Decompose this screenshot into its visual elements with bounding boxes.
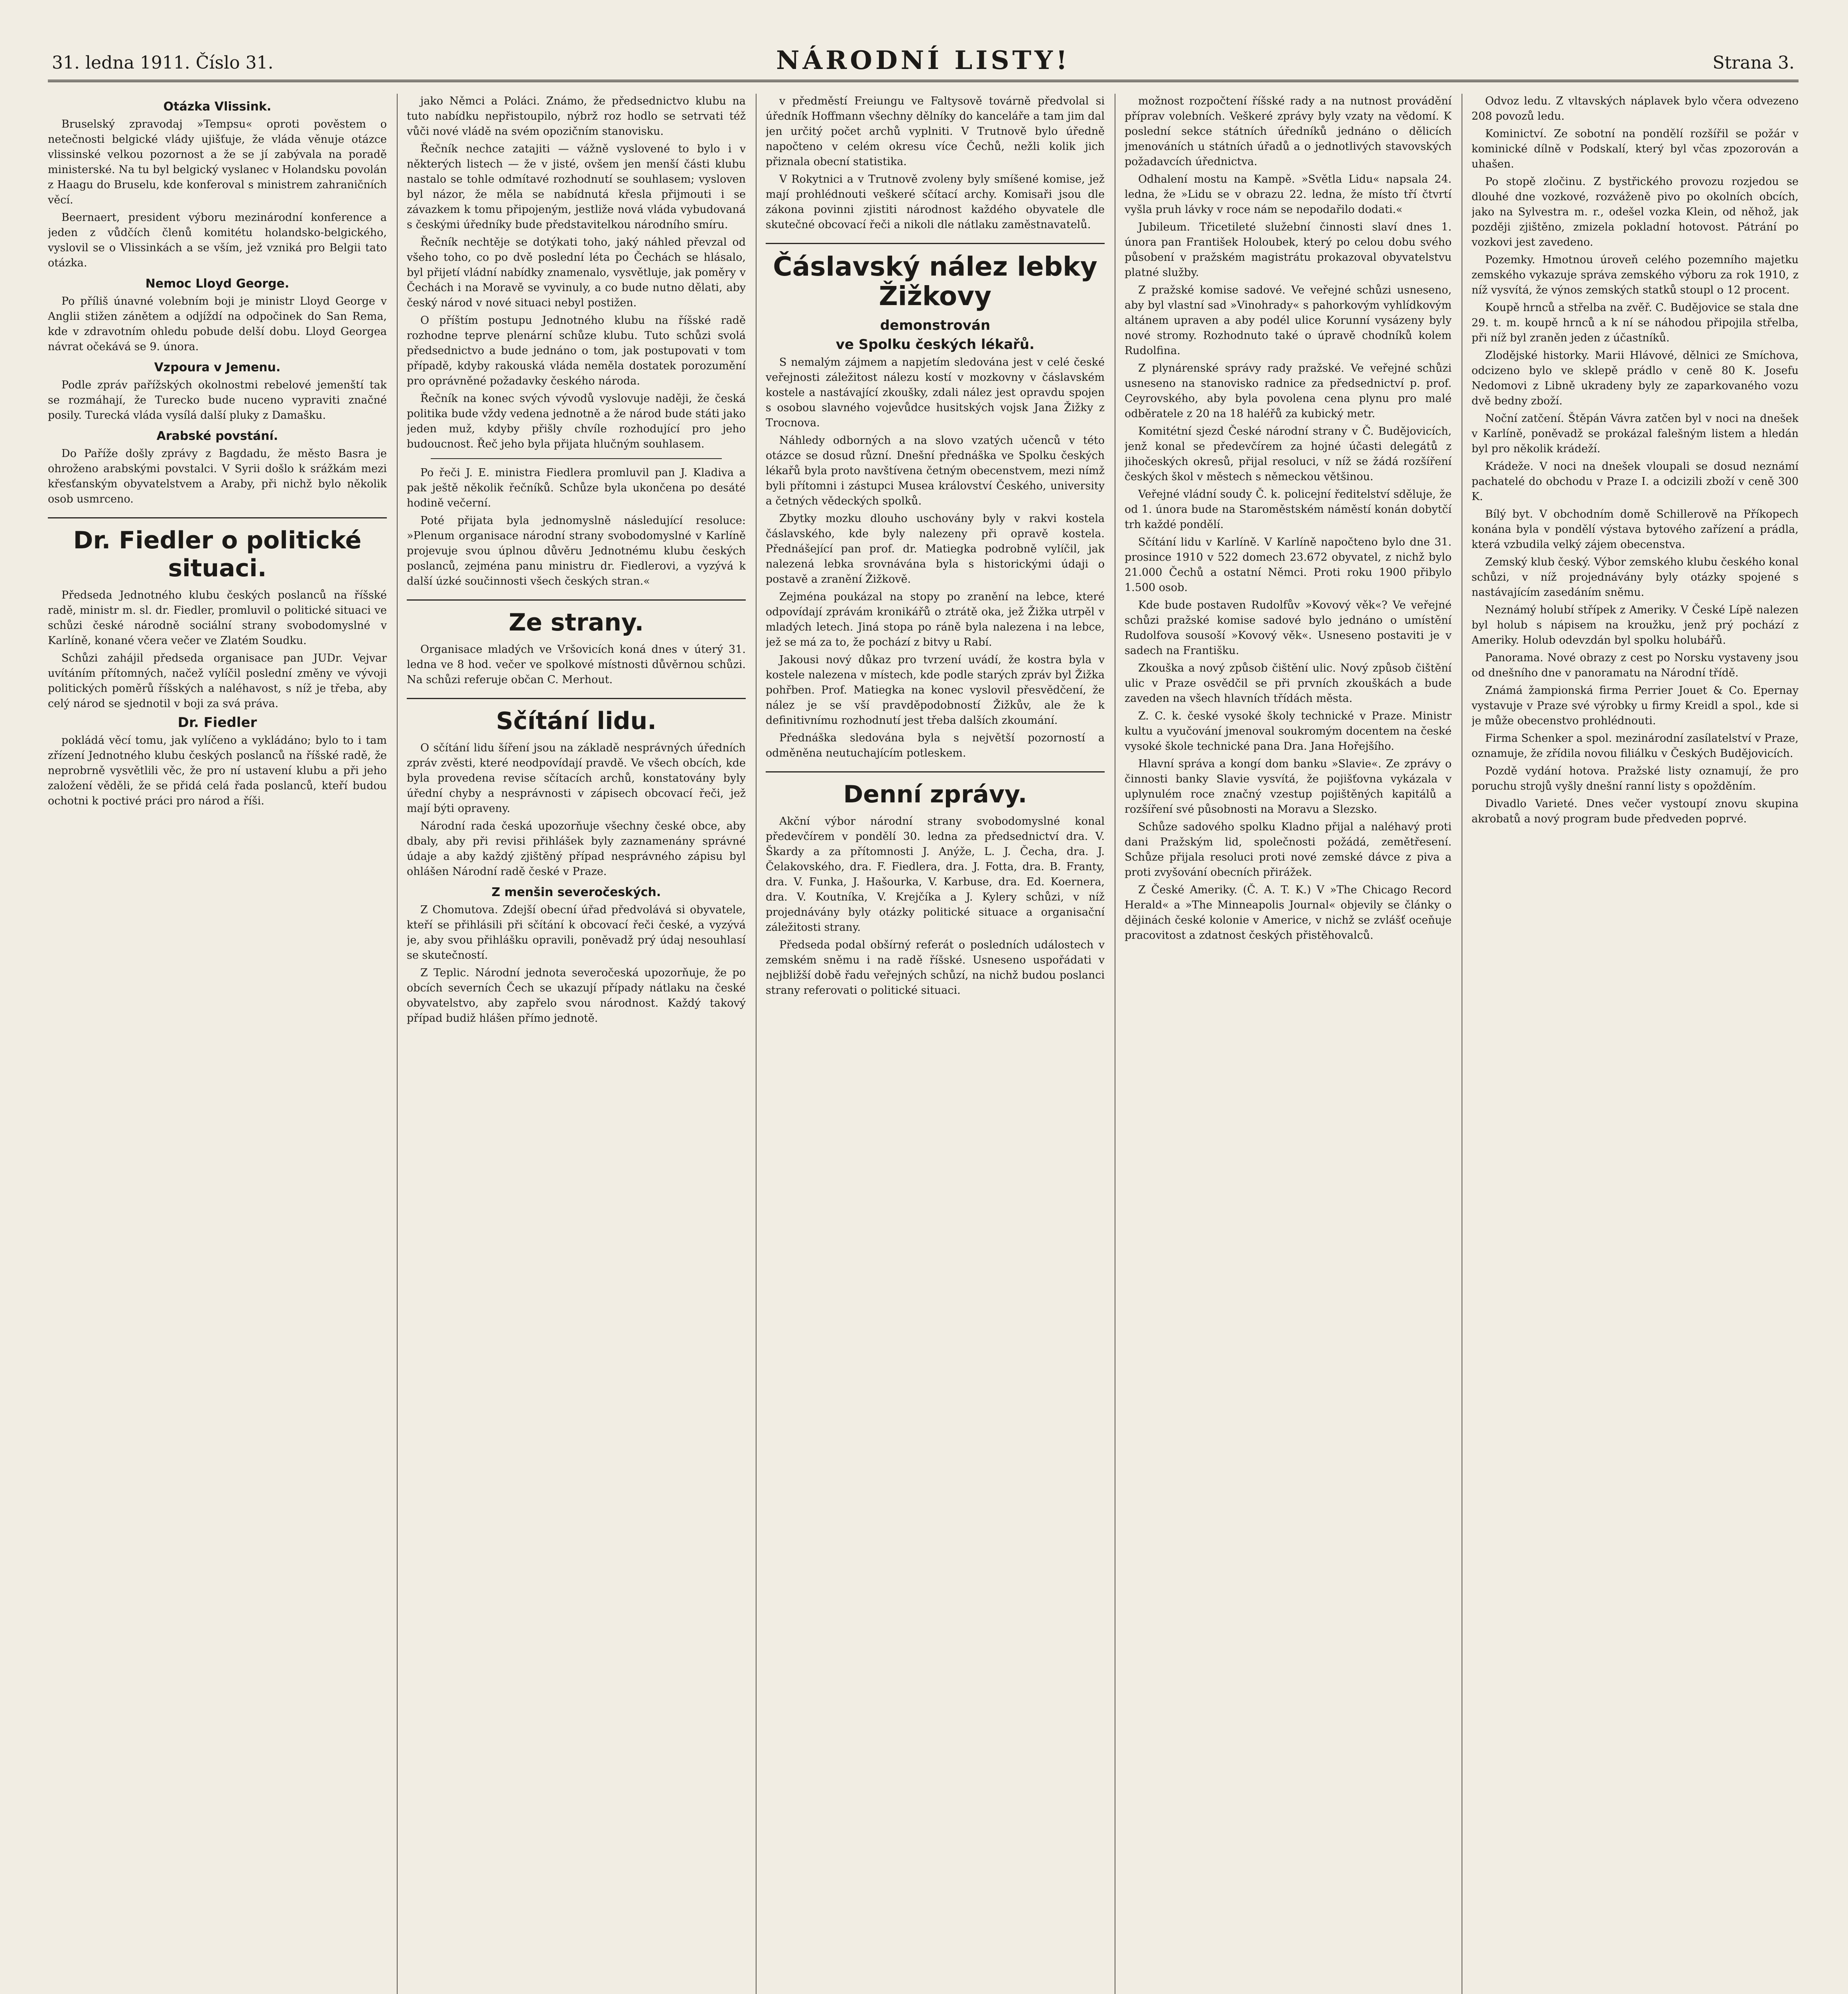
- paragraph: Zbytky mozku dlouho uschovány byly v rakvi kostela čáslavského, kde byly nalezeny při opravě kostela. Přednášející pan prof. dr. Matiegka podrobně vylíčil, jak nalezená lebka srovnávána byla s historickými údaji o postavě a zranění Žižkově.: [766, 512, 1105, 585]
- paragraph: Řečník nechce zatajiti — vážně vyslovené to bylo i v některých listech — že v jisté, ovšem jen menší části klubu nastalo se tohle odmítavé rozhodnutí se souhlasem; vysloven byl názor, že měla se nabídnutá křesla přijmouti i se závazkem k tomu připojeným, jestliže nová vláda vybudovaná s českými úředníky bude představitelkou národního smíru.: [407, 143, 746, 231]
- paragraph: možnost rozpočtení říšské rady a na nutnost provádění příprav volebních. Veškeré zprávy byly vzaty na vědomí. K poslední sekce státních úředníků jednáno o dělicích jmenováních u státních úřadů a o jednotlivých stavovských požadavcích úřednictva.: [1125, 95, 1452, 168]
- paragraph: Z České Ameriky. (Č. A. T. K.) V »The Chicago Record Herald« a »The Minneapolis Journal« objevily se články o dějinách české kolonie v Americe, v nichž se zvlášť oceňuje pracovitost a zdatnost českých přistěhovalců.: [1125, 884, 1452, 942]
- paragraph: Beernaert, president výboru mezinárodní konference a jeden z vůdčích členů komitétu holandsko-belgického, vyslovil se o Vlissinkách a se vším, jež vzniká pro Belgii tato otázka.: [48, 211, 387, 269]
- paragraph: Jakousi nový důkaz pro tvrzení uvádí, že kostra byla v kostele nalezena v místech, kde podle starých zpráv byl Žižka pohřben. Prof. Matiegka na konec vyslovil přesvědčení, že nález je se vší pravděpodobností Žižkův, ale že k definitivnímu rozhodnutí jest třeba dalších zkoumání.: [766, 654, 1105, 727]
- paragraph: O příštím postupu Jednotného klubu na říšské radě rozhodne teprve plenární schůze klubu. Tuto schůzi svolá předsednictvo a bude jednáno o tom, jak postupovati v tom případě, kdyby rakouská vláda neměla dostatek porozumění pro oprávněné požadavky českého národa.: [407, 314, 746, 387]
- paragraph: Pozemky. Hmotnou úroveň celého pozemního majetku zemského vykazuje správa zemského výboru za rok 1910, z níž vysvítá, že výnos zemských statků stoupl o 12 procent.: [1472, 254, 1799, 296]
- paragraph: Předseda Jednotného klubu českých poslanců na říšské radě, ministr m. sl. dr. Fiedler, promluvil o politické situaci ve schůzi české národně sociální strany svobodomyslné v Karlíně, konané včera večer ve Zlatém Soudku.: [48, 589, 387, 647]
- paragraph: Do Paříže došly zprávy z Bagdadu, že město Basra je ohroženo arabskými povstalci. V Syrii došlo k srážkám mezi křesťanským obyvatelstvem a Araby, při nichž bylo několik osob usmrceno.: [48, 447, 387, 505]
- masthead: NÁRODNÍ LISTY!: [776, 45, 1070, 75]
- column-1: [48, 94, 387, 1994]
- article-headline: Ze strany.: [407, 599, 746, 636]
- paragraph: Řečník na konec svých vývodů vyslovuje naději, že česká politika bude vždy vedena jednotně a že národ bude státi jako jeden muž, kdyby přišly chvíle rozhodující pro jeho budoucnost. Řeč jeho byla přijata hlučným souhlasem.: [407, 392, 746, 450]
- paragraph: Bílý byt. V obchodním domě Schillerově na Příkopech konána byla v pondělí výstava bytového zařízení a prádla, která vzbudila velký zájem obecenstva.: [1472, 508, 1799, 551]
- column-rule: [397, 94, 398, 1994]
- paragraph: Náhledy odborných a na slovo vzatých učenců v této otázce se dosud různí. Dnešní přednáška ve Spolku českých lékařů byla proto navštívena četným obecenstvem, mezi nímž byli přítomni i zástupci Musea království Českého, university a četných vědeckých spolků.: [766, 434, 1105, 507]
- paragraph: Národní rada česká upozorňuje všechny české obce, aby dbaly, aby při revisi přihlášek byly zaznamenány správné údaje a aby každý zjištěný případ nesprávného zápisu byl ohlášen Národní radě české v Praze.: [407, 820, 746, 878]
- paragraph: Bruselský zpravodaj »Tempsu« oproti pověstem o netečnosti belgické vlády ujišťuje, že vláda věnuje otázce vlissinské velkou pozornost a že se jí zabývala na poradě ministerské. Na tu byl belgický vyslanec v Holandsku povolán z Haagu do Bruselu, kde konferoval s ministrem zahraničních věcí.: [48, 118, 387, 206]
- article-subheadline: demonstrován: [880, 317, 991, 333]
- paragraph: v předměstí Freiungu ve Faltysově továrně předvolal si úředník Hoffmann všechny dělníky do kanceláře a tam jim dal jen určitý počet archů vyplniti. V Trutnově bylo úředně napočteno v celém okresu více Čechů, nežli kolik jich přiznala obecní statistika.: [766, 95, 1105, 168]
- paragraph: S nemalým zájmem a napjetím sledována jest v celé české veřejnosti záležitost nálezu kostí v mozkovny v čáslavském kostele a nastávající zkoušky, zdali nález jest opravdu spojen s osobou slavného vojevůdce husitských vojsk Jana Žižky z Trocnova.: [766, 356, 1105, 429]
- paragraph: Divadlo Varieté. Dnes večer vystoupí znovu skupina akrobatů a nový program bude předveden poprvé.: [1472, 798, 1799, 825]
- paragraph: Zejména poukázal na stopy po zranění na lebce, které odpovídají zprávám kronikářů o ztrátě oka, jež Žižka utrpěl v mladých letech. Jiná stopa po ráně byla nalezena i na lebce, jež se má za to, že pochází z bitvy u Rabí.: [766, 591, 1105, 648]
- divider: [431, 458, 722, 459]
- article-heading: Otázka Vlissink.: [163, 100, 272, 114]
- paragraph: Předseda podal obšírný referát o posledních událostech v zemském sněmu i na radě říšské. Usneseno uspořádati v nejbližší době řadu veřejných schůzí, na nichž budou poslanci strany referovati o politické situaci.: [766, 939, 1105, 997]
- paragraph: Hlavní správa a kongí dom banku »Slavie«. Ze zprávy o činnosti banky Slavie vysvítá, že pojišťovna vykázala v uplynulém roce značný vzestup pojištěných kapitálů a rozšíření své působnosti na Moravu a Slezsko.: [1125, 758, 1452, 816]
- paragraph: V Rokytnici a v Trutnově zvoleny byly smíšené komise, jež mají prohlédnouti veškeré sčítací archy. Komisaři jsou dle zákona povinni zjistiti národnost každého obyvatele dle skutečné obcovací řeči a nikoli dle nátlaku zaměstnavatelů.: [766, 173, 1105, 231]
- article-headline: Denní zprávy.: [766, 771, 1105, 808]
- paragraph: Řečník nechtěje se dotýkati toho, jaký náhled převzal od všeho toho, co po dvě poslední léta po Čechách se hlásalo, byl přijetí vládní nabídky znamenalo, vysvětluje, jak poměry v Čechách i na Moravě se vyvinuly, a co bude nutno dělati, aby český národ v nové situaci nebyl postižen.: [407, 236, 746, 309]
- paragraph: Přednáška sledována byla s největší pozorností a odměněna neutuchajícím potleskem.: [766, 732, 1105, 759]
- article-heading: Nemoc Lloyd George.: [145, 277, 290, 291]
- page-number: Strana 3.: [1712, 53, 1795, 73]
- speaker-label: Dr. Fiedler: [177, 715, 257, 731]
- paragraph: Krádeže. V noci na dnešek vloupali se dosud neznámí pachatelé do obchodu v Praze I. a odcizili zboží v ceně 300 K.: [1472, 460, 1799, 503]
- paragraph: Odhalení mostu na Kampě. »Světla Lidu« napsala 24. ledna, že »Lidu se v obrazu 22. ledna, že místo tří čtvrtí vyšla pruh lávky v roce nám se nepodařilo dodati.«: [1125, 173, 1452, 216]
- paragraph: Jubileum. Třicetileté služební činnosti slaví dnes 1. února pan František Holoubek, který po celou dobu svého působení v pražském magistrátu prokazoval obyvatelstvu platné služby.: [1125, 221, 1452, 279]
- paragraph: Akční výbor národní strany svobodomyslné konal předevčírem v pondělí 30. ledna za předsednictví dra. V. Škardy a za přítomnosti J. Anýže, L. J. Čecha, dra. J. Čelakovského, dra. F. Fiedlera, dra. J. Fotta, dra. B. Franty, dra. V. Funka, J. Hašourka, V. Karbuse, dra. Ed. Koernera, dra. V. Koutníka, V. Krejčíka a J. Kylery schůzi, v níž projednávány byly otázky politické situace a organisační záležitosti strany.: [766, 815, 1105, 934]
- article-headline: Čáslavský nález lebky Žižkovy: [766, 243, 1105, 311]
- paragraph: Kominictví. Ze sobotní na pondělí rozšířil se požár v kominické dílně v Podskalí, který byl včas zpozorován a uhašen.: [1472, 128, 1799, 170]
- paragraph: Schůzi zahájil předseda organisace pan JUDr. Vejvar uvítáním přítomných, načež vylíčil poslední změny ve vývoji politických poměrů říšských a naléhavost, s níž je třeba, aby celý národ se sjednotil v boji za svá práva.: [48, 652, 387, 710]
- paragraph: Zlodějské historky. Marii Hlávové, dělnici ze Smíchova, odcizeno bylo ve sklepě prádlo v ceně 80 K. Josefu Nedomovi z Libně ukradeny byly ze zaparkovaného vozu dvě bedny zboží.: [1472, 349, 1799, 407]
- paragraph: Komitétní sjezd České národní strany v Č. Budějovicích, jenž konal se předevčírem za hojné účasti delegátů z jihočeských okresů, přijal resoluci, v níž se žádá rozšíření českých škol v městech s německou většinou.: [1125, 425, 1452, 483]
- article-subheadline: ve Spolku českých lékařů.: [835, 337, 1035, 353]
- paragraph: jako Němci a Poláci. Známo, že předsednictvo klubu na tuto nabídku nepřistoupilo, nýbrž roz hodlo se setrvati též vůči nové vládě na svém opozičním stanovisku.: [407, 95, 746, 138]
- paragraph: pokládá věcí tomu, jak vylíčeno a vykládáno; bylo to i tam zřízení Jednotného klubu českých poslanců na říšské radě, že neprobrně vysvětlili věc, že pro ní ustavení klubu a při jeho založení věděli, že se přidá celá řada poslanců, kteří budou ochotni k poctivé práci pro národ a říši.: [48, 734, 387, 807]
- article-heading: Z menšin severočeských.: [491, 885, 661, 899]
- column-5: [1472, 94, 1799, 1994]
- article-heading: Vzpoura v Jemenu.: [154, 361, 281, 374]
- paragraph: Noční zatčení. Štěpán Vávra zatčen byl v noci na dnešek v Karlíně, poněvadž se prokázal falešným listem a hledán byl pro několik krádeží.: [1472, 412, 1799, 455]
- paragraph: Poté přijata byla jednomyslně následující resoluce: »Plenum organisace národní strany svobodomyslné v Karlíně projevuje svou úplnou důvěru Jednotnému klubu českých poslanců, zejména panu ministru dr. Fiedlerovi, a vyzývá k další úzké součinnosti všech českých stran.«: [407, 514, 746, 587]
- issue-date: 31. ledna 1911. Číslo 31.: [52, 53, 274, 73]
- paragraph: Z. C. k. české vysoké školy technické v Praze. Ministr kultu a vyučování jmenoval soukromým docentem na české vysoké škole technické pana Dra. Jana Hořejšího.: [1125, 710, 1452, 753]
- paragraph: Kde bude postaven Rudolfův »Kovový věk«? Ve veřejné schůzi pražské komise sadové bylo jednáno o umístění Rudolfova sousoší »Kovový věk«. Usneseno postaviti je v sadech na Františku.: [1125, 599, 1452, 657]
- article-heading: Arabské povstání.: [156, 429, 278, 443]
- paragraph: O sčítání lidu šíření jsou na základě nesprávných úředních zpráv zvěsti, které neodpovídají pravdě. Ve všech obcích, kde byla provedena revise sčítacích archů, konstatovány byly úřední chyby a nesprávnosti v zápisech obcovací řeči, jež mají býti opraveny.: [407, 742, 746, 815]
- paragraph: Neznámý holubí střípek z Ameriky. V České Lípě nalezen byl holub s nápisem na kroužku, jenž prý pochází z Ameriky. Holub odevzdán byl spolku holubářů.: [1472, 604, 1799, 646]
- paragraph: Odvoz ledu. Z vltavských náplavek bylo včera odvezeno 208 povozů ledu.: [1472, 95, 1799, 122]
- paragraph: Po příliš únavné volebním boji je ministr Lloyd George v Anglii stižen zánětem a odjíždí na odpočinek do San Rema, kde v zdravotním ohledu pobude delší dobu. Lloyd Georgea návrat očekává se 9. února.: [48, 295, 387, 353]
- paragraph: Z pražské komise sadové. Ve veřejné schůzi usneseno, aby byl vlastní sad »Vinohrady« s pahorkovým vyhlídkovým altánem upraven a aby podél ulice Korunní vysázeny byly nové stromy. Rozhodnuto také o úpravě chodníků kolem Rudolfina.: [1125, 284, 1452, 357]
- paragraph: Zkouška a nový způsob čištění ulic. Nový způsob čištění ulic v Praze osvědčil se při prvních zkouškách a bude zaveden na všech hlavních třídách města.: [1125, 662, 1452, 705]
- paragraph: Známá žampionská firma Perrier Jouet & Co. Epernay vystavuje v Praze své výrobky u firmy Kreidl a spol., kde si je může obecenstvo prohlédnouti.: [1472, 684, 1799, 727]
- paragraph: Koupě hrnců a střelba na zvěř. C. Budějovice se stala dne 29. t. m. koupě hrnců a k ní se náhodou připojila střelba, při níž byl zraněn jeden z účastníků.: [1472, 301, 1799, 344]
- paragraph: Panorama. Nové obrazy z cest po Norsku vystaveny jsou od dnešního dne v panoramatu na Národní třídě.: [1472, 652, 1799, 679]
- column-4: [1125, 94, 1452, 1994]
- paragraph: Organisace mladých ve Vršovicích koná dnes v úterý 31. ledna ve 8 hod. večer ve spolkové místnosti důvěrnou schůzi. Na schůzi referuje občan C. Merhout.: [407, 643, 746, 686]
- article-headline: Sčítání lidu.: [407, 698, 746, 735]
- paragraph: Z Chomutova. Zdejší obecní úřad předvolává si obyvatele, kteří se přihlásili při sčítání k obcovací řeči české, a vyzývá je, aby svou přihlášku opravili, poněvadž prý údaj nesouhlasí se skutečností.: [407, 904, 746, 962]
- column-rule: [756, 94, 757, 1994]
- column-3: [766, 94, 1105, 1994]
- paragraph: Po stopě zločinu. Z bystřického provozu rozjedou se dlouhé dne vozkové, rozváženě pivo po okolních obcích, jako na Sylvestra m. r., odešel vozka Klein, od něhož, jak později zjištěno, zmizela pokladní hotovost. Pátrání po vozkovi jest zavedeno.: [1472, 175, 1799, 248]
- paragraph: Schůze sadového spolku Kladno přijal a naléhavý proti dani Pražským lid, společnosti požádá, zemětřesení. Schůze přijala resoluci proti nové zemské dávce z piva a proti zvyšování obecních přirážek.: [1125, 821, 1452, 879]
- paragraph: Z plynárenské správy rady pražské. Ve veřejné schůzi usneseno na stanovisko radnice za předsednictví p. prof. Ceyrovského, aby byla povolena cena plynu pro malé odběratele z 20 na 18 haléřů za kubický metr.: [1125, 362, 1452, 420]
- paragraph: Po řeči J. E. ministra Fiedlera promluvil pan J. Kladiva a pak ještě několik řečníků. Schůze byla ukončena po desáté hodině večerní.: [407, 467, 746, 509]
- column-2: [407, 94, 746, 1994]
- paragraph: Pozdě vydání hotova. Pražské listy oznamují, že pro poruchu strojů vyšly dnešní ranní listy s opožděním.: [1472, 765, 1799, 792]
- article-headline: Dr. Fiedler o politické situaci.: [48, 517, 387, 582]
- paragraph: Veřejné vládní soudy Č. k. policejní ředitelství sděluje, že od 1. února bude na Staroměstském náměstí konán dobytčí trh každé pondělí.: [1125, 488, 1452, 531]
- page-header: [48, 44, 1799, 82]
- paragraph: Sčítání lidu v Karlíně. V Karlíně napočteno bylo dne 31. prosince 1910 v 522 domech 23.672 obyvatel, z nichž bylo 21.000 Čechů a ostatní Němci. Proti roku 1900 přibylo 1.500 osob.: [1125, 536, 1452, 594]
- paragraph: Firma Schenker a spol. mezinárodní zasílatelství v Praze, oznamuje, že zřídila novou filiálku v Českých Budějovicích.: [1472, 732, 1799, 760]
- paragraph: Zemský klub český. Výbor zemského klubu českého konal schůzi, v níž projednávány byly otázky spojené s nastávajícím zasedáním sněmu.: [1472, 556, 1799, 599]
- paragraph: Z Teplic. Národní jednota severočeská upozorňuje, že po obcích severních Čech se ukazují případy nátlaku na české obyvatelstvo, aby zapřelo svou národnost. Každý takový případ budiž hlášen přímo jednotě.: [407, 967, 746, 1025]
- paragraph: Podle zpráv pařížských okolnostmi rebelové jemenští tak se rozmáhají, že Turecko bude nuceno vypraviti značné posily. Turecká vláda vysílá další pluky z Damašku.: [48, 379, 387, 422]
